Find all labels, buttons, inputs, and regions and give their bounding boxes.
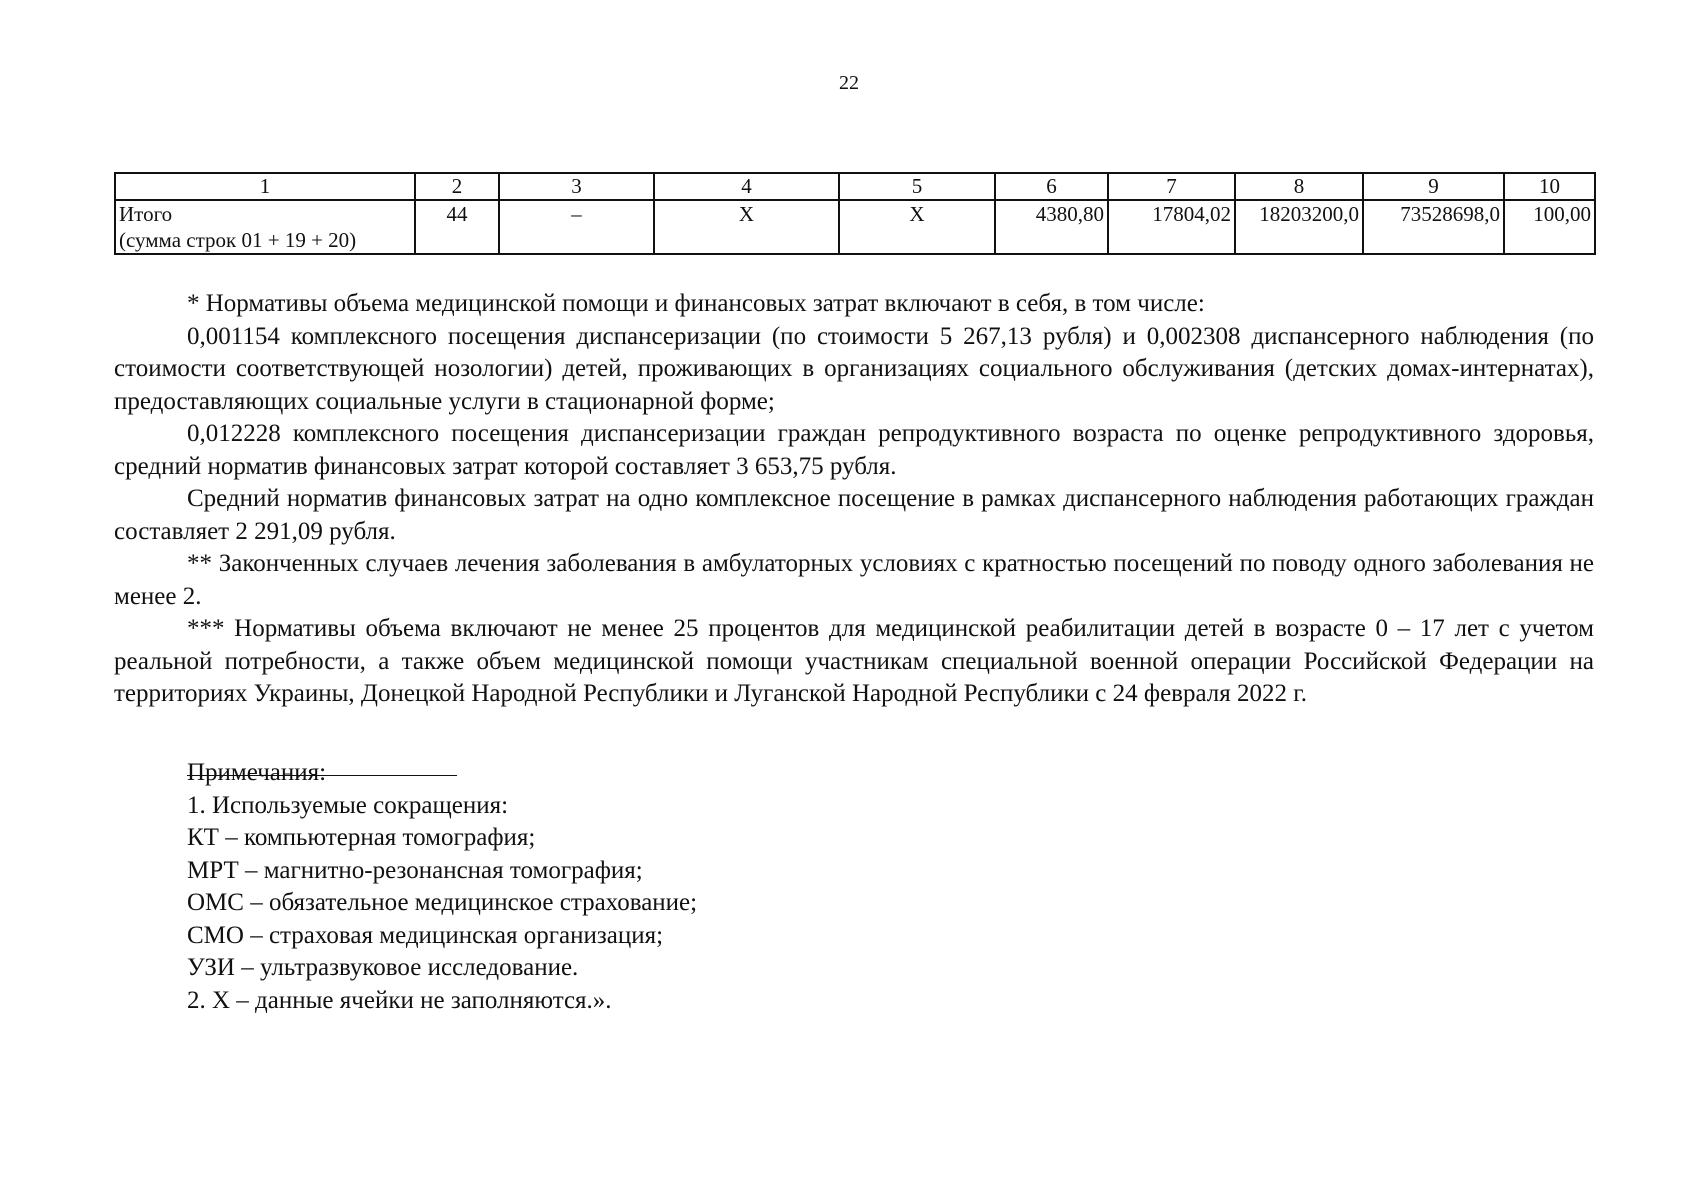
- notes-title: Примечания:: [187, 759, 327, 786]
- total-label-cell: [115, 200, 415, 254]
- column-number-7: 7: [1108, 173, 1235, 200]
- table-cell-col2: 44: [415, 200, 499, 254]
- notes-item-2: 2. Х – данные ячейки не заполняются.».: [187, 986, 612, 1014]
- table-cell-col3: –: [499, 200, 654, 254]
- table-cell-col5: Х: [839, 200, 995, 254]
- table-cell-col10: 100,00: [1504, 200, 1595, 254]
- footnote-single-star: * Нормативы объема медицинской помощи и финансовых затрат включают в себя, в том числе:: [187, 290, 1205, 317]
- notes-item-1: 1. Используемые сокращения:: [187, 791, 509, 819]
- table-cell-col8: 18203200,0: [1235, 200, 1363, 254]
- footnote-paragraph: Средний норматив финансовых затрат на одно комплексное посещение в рамках диспансерного наблюдения работающих граждан составляет 2 291,09 рубля.: [114, 485, 1594, 545]
- footnote-triple-star: *** Нормативы объема включают не менее 25 процентов для медицинской реабилитации детей в возрасте 0 – 17 лет с учетом реальной потребности, а также объем медицинской помощи участникам специальной военной операции Российской Федерации на территориях Украины, Донецкой Народной Республики и Луганской Народной Республики с 24 февраля 2022 г.: [114, 615, 1594, 707]
- footnote-paragraph: 0,012228 комплексного посещения диспансеризации граждан репродуктивного возраста по оценке репродуктивного здоровья, средний норматив финансовых затрат которой составляет 3 653,75 рубля.: [114, 420, 1594, 480]
- abbreviation-item: СМО – страховая медицинская организация;: [187, 921, 664, 949]
- abbreviation-item: ОМС – обязательное медицинское страхование;: [187, 889, 698, 916]
- abbreviation-item: КТ – компьютерная томография;: [187, 824, 536, 851]
- column-number-9: 9: [1363, 173, 1504, 200]
- table-row-total: [115, 200, 1595, 254]
- footnote-paragraph: 0,001154 комплексного посещения диспансеризации (по стоимости 5 267,13 рубля) и 0,002308 диспансерного наблюдения (по стоимости соответствующей нозологии) детей, проживающих в организациях социального обслуживания (детских домах-интернатах), предоставляющих социальные услуги в стационарной форме;: [114, 322, 1594, 415]
- notes-section: [187, 757, 1087, 1017]
- total-label: Итого: [119, 202, 173, 226]
- column-number-4: 4: [654, 173, 839, 200]
- footnote-double-star: ** Законченных случаев лечения заболевания в амбулаторных условиях с кратностью посещений по поводу одного заболевания не менее 2.: [114, 550, 1594, 610]
- column-number-2: 2: [415, 173, 499, 200]
- column-number-8: 8: [1235, 173, 1363, 200]
- column-number-10: 10: [1504, 173, 1595, 200]
- column-number-1: 1: [115, 173, 415, 200]
- abbreviation-item: МРТ – магнитно-резонансная томография;: [187, 856, 643, 884]
- column-number-5: 5: [839, 173, 995, 200]
- table-cell-col7: 17804,02: [1108, 200, 1235, 254]
- footnotes-section: [114, 288, 1594, 711]
- total-label-formula: (сумма строк 01 + 19 + 20): [119, 228, 357, 252]
- column-number-3: 3: [499, 173, 654, 200]
- page-number: 22: [839, 72, 859, 94]
- column-number-6: 6: [995, 173, 1108, 200]
- table-cell-col4: Х: [654, 200, 839, 254]
- abbreviation-item: УЗИ – ультразвуковое исследование.: [187, 954, 579, 981]
- summary-table: [114, 172, 1596, 255]
- table-cell-col9: 73528698,0: [1363, 200, 1504, 254]
- table-header-row: [115, 173, 1595, 200]
- table-cell-col6: 4380,80: [995, 200, 1108, 254]
